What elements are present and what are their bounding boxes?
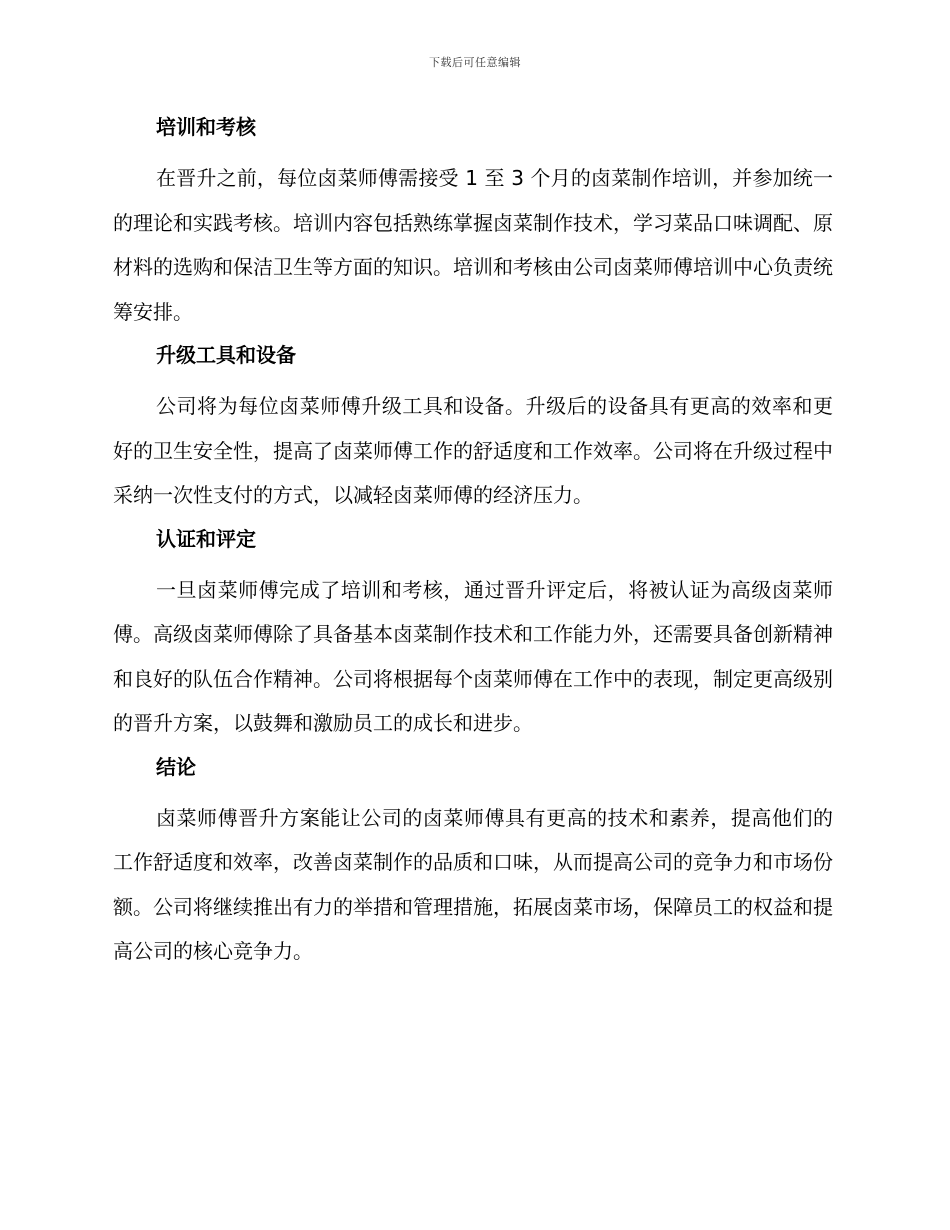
section-heading: 升级工具和设备 [156,343,296,367]
section-training [113,110,833,334]
section-paragraph: 卤菜师傅晋升方案能让公司的卤菜师傅具有更高的技术和素养，提高他们的工作舒适度和效率，改善卤菜制作的品质和口味，从而提高公司的竞争力和市场份额。公司将继续推出有力的举措和管理措施，拓展卤菜市场，保障员工的权益和提高公司的核心竞争力。 [113,805,833,963]
section-equipment [113,338,833,518]
section-certification [113,522,833,746]
section-heading: 结论 [156,754,196,779]
section-heading: 培训和考核 [156,115,256,139]
section-conclusion [113,750,833,974]
section-paragraph: 公司将为每位卤菜师傅升级工具和设备。升级后的设备具有更高的效率和更好的卫生安全性，提高了卤菜师傅工作的舒适度和工作效率。公司将在升级过程中采纳一次性支付的方式，以减轻卤菜师傅的经济压力。 [113,394,833,507]
document-body [113,110,833,978]
section-heading: 认证和评定 [156,526,256,551]
page-header: 下载后可任意编辑 [429,56,521,69]
section-paragraph: 一旦卤菜师傅完成了培训和考核，通过晋升评定后，将被认证为高级卤菜师傅。高级卤菜师傅除了具备基本卤菜制作技术和工作能力外，还需要具备创新精神和良好的队伍合作精神。公司将根据每个卤菜师傅在工作中的表现，制定更高级别的晋升方案，以鼓舞和激励员工的成长和进步。 [113,577,833,735]
section-paragraph: 在晋升之前，每位卤菜师傅需接受 1 至 3 个月的卤菜制作培训，并参加统一的理论和实践考核。培训内容包括熟练掌握卤菜制作技术，学习菜品口味调配、原材料的选购和保洁卫生等方面的知识。培训和考核由公司卤菜师傅培训中心负责统筹安排。 [113,166,833,324]
